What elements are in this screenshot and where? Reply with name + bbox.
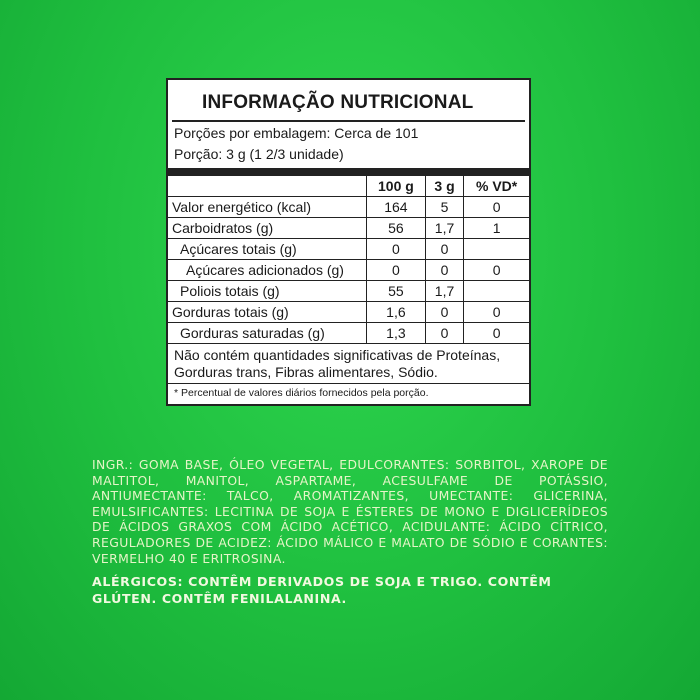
row-value-100g: 0 <box>367 239 426 260</box>
row-value-vd <box>464 239 529 260</box>
row-name: Gorduras totais (g) <box>168 302 367 323</box>
row-value-3g: 0 <box>425 260 463 281</box>
ingredients-text: INGR.: GOMA BASE, ÓLEO VEGETAL, EDULCORANTES: SORBITOL, XAROPE DE MALTITOL, MANITOL, ASPARTAME, ACESULFAME DE POTÁSSIO, ANTIUMECTANTE: TALCO, AROMATIZANTES, UMECTANTE: GLICERINA, EMULSIFICANTES: LECITINA DE SOJA E ÉSTERES DE MONO E DIGLICERÍDEOS DE ÁCIDOS GRAXOS COM ÁCIDO ACÉTICO, ACIDULANTE: ÁCIDO CÍTRICO, REGULADORES DE ACIDEZ: ÁCIDO MÁLICO E MALATO DE SÓDIO E CORANTES: VERMELHO 40 E ERITROSINA. <box>92 457 608 566</box>
serving-size: Porção: 3 g (1 2/3 unidade) <box>174 146 344 162</box>
row-value-3g: 5 <box>425 197 463 218</box>
row-value-3g: 0 <box>425 239 463 260</box>
row-name: Açúcares totais (g) <box>168 239 367 260</box>
row-value-3g: 1,7 <box>425 218 463 239</box>
header-vd: % VD* <box>464 176 529 197</box>
header-100g: 100 g <box>367 176 426 197</box>
label-note: Não contém quantidades significativas de Proteínas, Gorduras trans, Fibras alimentares, Sódio. <box>168 344 529 384</box>
label-title: INFORMAÇÃO NUTRICIONAL <box>172 80 525 122</box>
table-row <box>168 323 529 344</box>
row-value-100g: 164 <box>367 197 426 218</box>
row-value-3g: 1,7 <box>425 281 463 302</box>
row-name: Gorduras saturadas (g) <box>168 323 367 344</box>
divider-bar <box>168 168 529 175</box>
table-row <box>168 302 529 323</box>
row-value-vd: 0 <box>464 260 529 281</box>
row-name: Carboidratos (g) <box>168 218 367 239</box>
nutrition-table <box>168 175 529 344</box>
row-name: Açúcares adicionados (g) <box>168 260 367 281</box>
allergens-text: ALÉRGICOS: CONTÊM DERIVADOS DE SOJA E TRIGO. CONTÊM GLÚTEN. CONTÊM FENILALANINA. <box>92 574 552 606</box>
table-row <box>168 218 529 239</box>
header-3g: 3 g <box>425 176 463 197</box>
table-row <box>168 197 529 218</box>
table-row <box>168 281 529 302</box>
row-value-vd: 0 <box>464 302 529 323</box>
row-value-100g: 56 <box>367 218 426 239</box>
nutrition-facts-label <box>166 78 531 406</box>
row-name: Poliois totais (g) <box>168 281 367 302</box>
row-value-100g: 1,3 <box>367 323 426 344</box>
servings-per-pack: Porções por embalagem: Cerca de 101 <box>174 125 419 141</box>
row-name: Valor energético (kcal) <box>168 197 367 218</box>
row-value-vd: 0 <box>464 197 529 218</box>
header-nutrient <box>168 176 367 197</box>
table-row <box>168 260 529 281</box>
table-row <box>168 239 529 260</box>
row-value-vd: 1 <box>464 218 529 239</box>
row-value-100g: 1,6 <box>367 302 426 323</box>
row-value-3g: 0 <box>425 302 463 323</box>
row-value-100g: 0 <box>367 260 426 281</box>
row-value-3g: 0 <box>425 323 463 344</box>
label-footnote: * Percentual de valores diários fornecidos pela porção. <box>174 387 429 399</box>
row-value-vd <box>464 281 529 302</box>
row-value-100g: 55 <box>367 281 426 302</box>
table-header-row <box>168 176 529 197</box>
row-value-vd: 0 <box>464 323 529 344</box>
